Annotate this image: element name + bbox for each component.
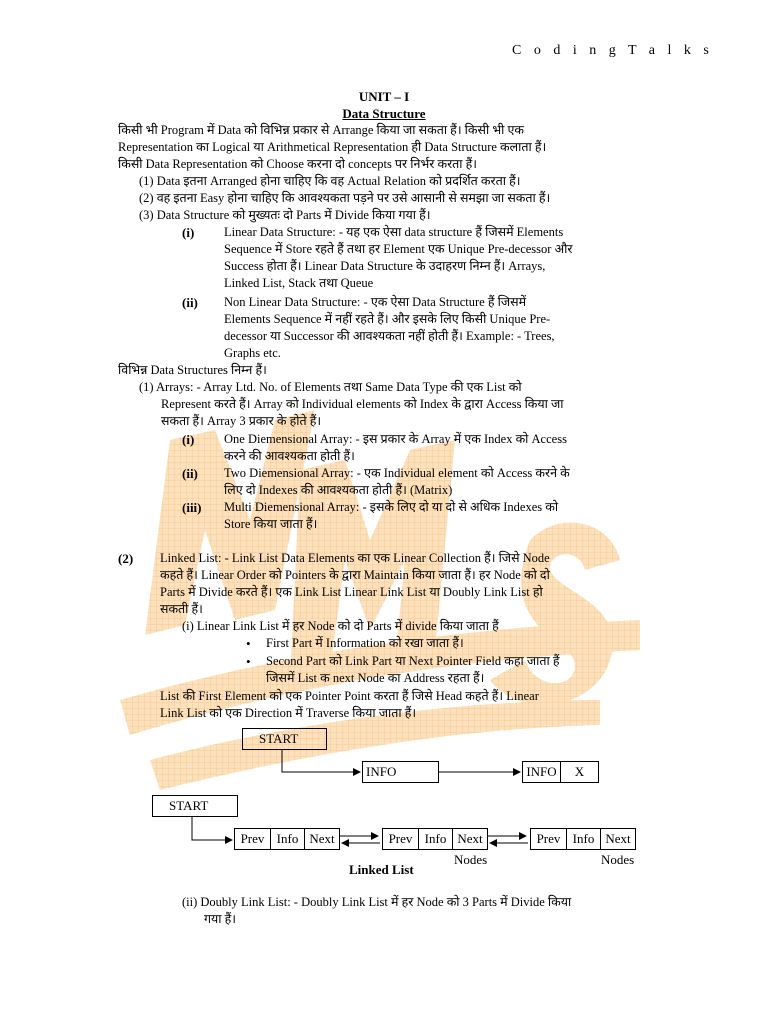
nodes-label: Nodes [454,852,488,867]
nodes-label: Nodes [601,852,635,867]
body-line: Store किया जाता हैं। [224,517,318,531]
info-cell: INFO [523,762,561,782]
brand-header: C o d i n g T a l k s [512,43,714,58]
body-line: लिए दो Indexes की आवश्यकता होती हैं। (Matrix) [224,483,453,497]
body-line: Multi Diemensional Array: - इसके लिए दो या दो से अधिक Indexes को [224,500,559,514]
body-line: Linked List, Stack तथा Queue [224,276,374,290]
marker-ii: (ii) [182,295,198,310]
body-line: List की First Element को एक Pointer Point करता हैं जिसे Head कहते हैं। Linear [160,689,539,703]
unit-title: UNIT – I [358,89,410,104]
marker-ii: (ii) [182,466,198,481]
prev-cell: Prev [383,829,419,849]
start-label: START [259,731,299,746]
body-line: (i) Linear Link List में हर Node को दो Parts में divide किया जाता हैं [182,619,499,633]
start-box [152,795,238,817]
body-line: जिसमें List क next Node का Address रहता हैं। [266,671,485,685]
body-line: Elements Sequence में नहीं रहते हैं। और इसके लिए किसी Unique Pre- [224,312,551,326]
body-line: Link List को एक Direction में Traverse किया जाता हैं। [160,706,417,720]
info-x-node [522,761,599,783]
body-line: (1) Arrays: - Array Ltd. No. of Elements तथा Same Data Type की एक List को [139,380,522,394]
start-label: START [169,798,209,813]
doubly-node [530,828,636,850]
doubly-node [382,828,488,850]
bullet-icon: • [246,654,251,669]
next-cell: Next [605,831,631,846]
next-cell: Next [457,831,483,846]
body-line: Second Part को Link Part या Next Pointer Field कहा जाता हैं [266,654,560,668]
body-line: Success होता हैं। Linear Data Structure के उदाहरण निम्न हैं। Arrays, [224,259,546,273]
section-title: Data Structure [342,106,426,121]
info-cell: Info [419,829,453,849]
bullet-icon: • [246,636,251,651]
body-line: Represent करते हैं। Array को Individual elements को Index के द्वारा Access किया जा [161,397,564,411]
marker-i: (i) [182,225,195,240]
info-cell: Info [271,829,305,849]
body-line: गया हैं। [204,912,237,926]
bullet-item-first: First Part में Information को रखा जाता हैं। [266,636,464,650]
marker-i: (i) [182,432,195,447]
body-line: सकता हैं। Array 3 प्रकार के होते हैं। [161,414,322,428]
body-line: किसी भी Program में Data को विभिन्न प्रकार से Arrange किया जा सकता हैं। किसी भी एक [118,123,524,137]
marker-iii: (iii) [182,500,202,515]
next-cell: Next [309,831,335,846]
body-line: Parts में Divide करते हैं। एक Link List Linear Link List या Doubly Link List हो [160,585,543,599]
x-cell: X [574,764,585,779]
info-cell: Info [567,829,601,849]
start-box [242,728,327,750]
list-item: (2) वह इतना Easy होना चाहिए कि आवश्यकता पड़ने पर उसे आसानी से समझा जा सकता हैं। [139,191,551,205]
body-line: Linked List: - Link List Data Elements का एक Linear Collection हैं। जिसे Node [160,551,550,565]
prev-cell: Prev [531,829,567,849]
body-line: करने की आवश्यकता होती हैं। [224,449,355,463]
ds-types-heading: विभिन्न Data Structures निम्न हैं। [118,363,267,377]
marker-two: (2) [118,551,134,566]
body-line: Representation का Logical या Arithmetical Representation ही Data Structure कलाता हैं। [118,140,547,154]
info-label: INFO [366,764,397,779]
body-line: Linear Data Structure: - यह एक ऐसा data structure हैं जिसमें Elements [224,225,564,239]
body-line: Graphs etc. [224,346,281,360]
body-line: सकती हैं। [160,602,203,616]
list-item: (1) Data इतना Arranged होना चाहिए कि वह Actual Relation को प्रदर्शित करता हैं। [139,174,521,188]
body-line: Two Diemensional Array: - एक Individual element को Access करने के [224,466,570,480]
body-line: One Diemensional Array: - इस प्रकार के Array में एक Index को Access [224,432,567,446]
body-line: किसी Data Representation को Choose करना दो concepts पर निर्भर करता हैं। [118,157,478,171]
prev-cell: Prev [235,829,271,849]
doubly-list-paragraph [182,894,571,928]
body-line: Non Linear Data Structure: - एक ऐसा Data Structure हैं जिसमें [224,295,527,309]
body-line: Sequence में Store रहते हैं तथा हर Element एक Unique Pre-decessor और [224,242,573,256]
body-line: कहते हैं। Linear Order को Pointers के द्वारा Maintain किया जाता हैं। हर Node को दो [160,568,550,582]
body-line: (ii) Doubly Link List: - Doubly Link List में हर Node को 3 Parts में Divide किया [182,895,572,909]
list-item: (3) Data Structure को मुख्यतः दो Parts में Divide किया गया हैं। [139,208,431,222]
diagram-caption: Linked List [349,862,414,877]
body-line: decessor या Successor की आवश्यकता नहीं होती हैं। Example: - Trees, [224,329,555,343]
doubly-node [234,828,340,850]
info-node [362,761,439,783]
